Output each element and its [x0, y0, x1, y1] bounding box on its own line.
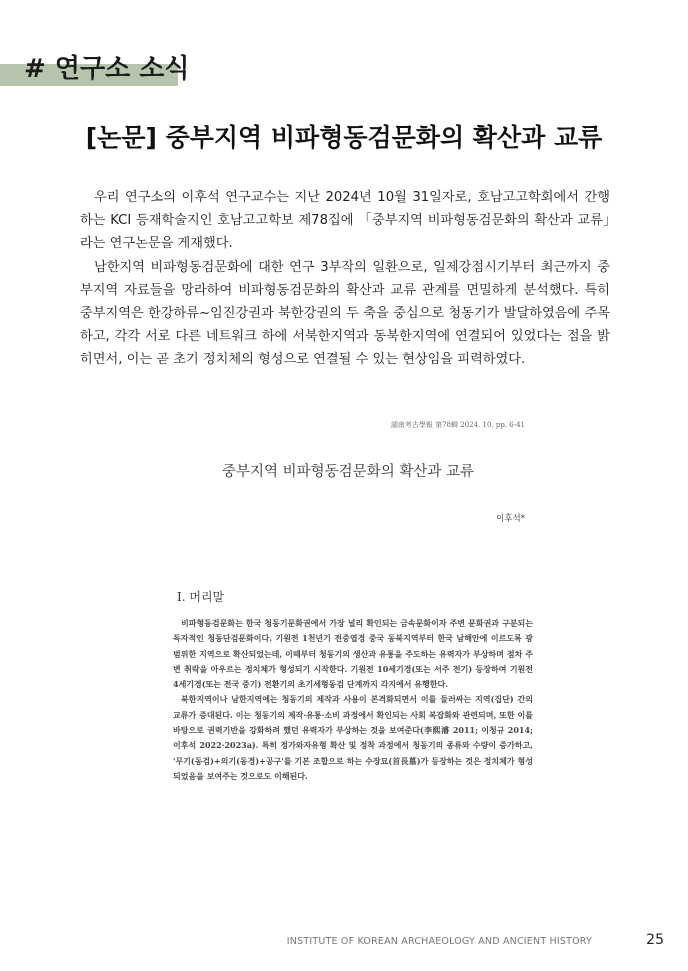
page-number: 25: [646, 932, 664, 948]
section-tag: [0, 44, 190, 88]
paper-paragraph-1: 비파형동검문화는 한국 청동기문화권에서 가장 널리 확인되는 금속문화이자 주변 문화권과 구분되는 독자적인 청동단검문화이다. 기원전 1천년기 전중엽경 중국 동북지역부터 한국 남해안에 이르도록 광범위한 지역으로 확산되었는데, 이때부터 청동기의 생산과 유통을 주도하는 유력자가 부상하며 점차 주변 취락을 아우르는 정치체가 형성되기 시작한다. 기원전 10세기경(또는 서주 전기) 등장하여 기원전 4세기경(또는 전국 중기) 전환기의 초기세형동검 단계까지 각지에서 유행한다.: [173, 618, 533, 690]
article-title: [논문] 중부지역 비파형동검문화의 확산과 교류: [85, 123, 603, 152]
section-tag-label: # 연구소 소식: [24, 54, 190, 84]
paper-section-heading: Ⅰ. 머리말: [177, 590, 225, 604]
paper-title: 중부지역 비파형동검문화의 확산과 교류: [222, 464, 474, 480]
paper-paragraph-2: 북한지역이나 남한지역에는 청동기의 제작과 사용이 본격화되면서 이를 둘러싸는 지역(집단) 간의 교류가 증대된다. 이는 청동기의 제작·유통·소비 과정에서 확인되는 사회 복잡화와 관련되며, 또한 이를 바탕으로 권력기반을 강화하려 했던 유력자가 부상하는 것을 보여준다(李熙濬 2011; 이청규 2014; 이후석 2022·2023a). 특히 정가와자유형 확산 및 정착 과정에서 청동기의 종류와 수량이 증가하고, '무기(동검)+의기(동경)+공구'를 기본 조합으로 하는 수장묘(首長墓)가 등장하는 것은 정치체가 형성되었음을 보여주는 것으로도 이해된다.: [173, 694, 533, 781]
paper-journal-citation: 湖南考古學報 第78輯 2024. 10. pp. 6-41: [390, 421, 525, 429]
paper-author: 이후석*: [496, 514, 525, 524]
footer-institute-name: INSTITUTE OF KOREAN ARCHAEOLOGY AND ANCIENT HISTORY: [286, 936, 592, 947]
paper-body: [173, 616, 533, 784]
body-paragraph-2: 남한지역 비파형동검문화에 대한 연구 3부작의 일환으로, 일제강점시기부터 최근까지 중부지역 자료들을 망라하여 비파형동검문화의 확산과 교류 관계를 면밀하게 분석했다. 특히 중부지역은 한강하류~임진강권과 북한강권의 두 축을 중심으로 청동기가 발달하였음에 주목하고, 각각 서로 다른 네트워크 하에 서북한지역과 동북한지역에 연결되어 있었다는 점을 밝히면서, 이는 곧 초기 정치체의 형성으로 연결될 수 있는 현상임을 피력하였다.: [80, 259, 610, 368]
paper-first-page-image: [163, 412, 533, 812]
article-body: [80, 186, 610, 372]
body-paragraph-1: 우리 연구소의 이후석 연구교수는 지난 2024년 10월 31일자로, 호남고고학회에서 간행하는 KCI 등재학술지인 호남고고학보 제78집에 「중부지역 비파형동검문화의 확산과 교류」라는 연구논문을 게재했다.: [80, 190, 610, 252]
